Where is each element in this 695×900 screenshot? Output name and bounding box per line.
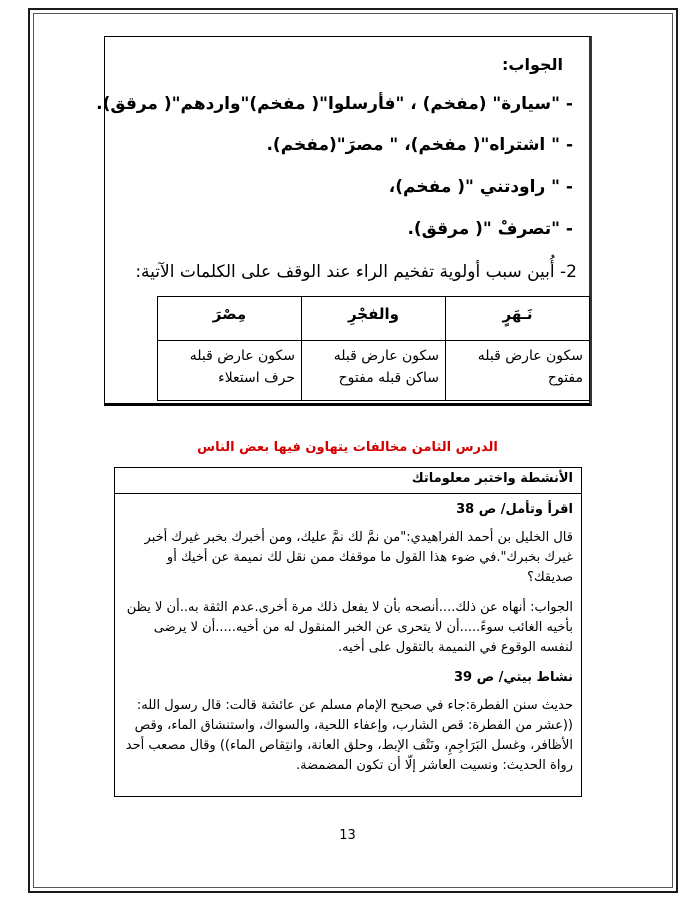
table-header-cell: نَـهَرٍ [446, 297, 590, 341]
answer-title: الجواب: [501, 55, 563, 74]
table-header-cell: مِصْرَ [158, 297, 302, 341]
answer-line-4: - "تصرفْ "( مرقق). [407, 219, 573, 239]
cell-line: مفتوح [547, 370, 583, 386]
lesson-title: الدرس الثامن مخالفات يتهاون فيها بعض الناس [197, 440, 498, 455]
read-answer: الجواب: أنهاه عن ذلك....أنصحه بأن لا يفعل ذلك مرة أخرى.عدم الثقة به..أن لا يظن بأخيه الغائب سوءً.....أن لا يتحرى عن الخبر المنقول له من أخيه.....أن لا يرضى لنفسه الوقوع في النميمة بالتقول على أخيه. [126, 600, 573, 655]
page-number: 13 [339, 828, 356, 843]
home-paragraph: حديث سنن الفطرة:جاء في صحيح الإمام مسلم عن عائشة قالت: قال رسول الله: ((عشر من الفطرة: قص الشارب، وإعفاء اللحية، والسواك، واستنشاق الماء، وقص الأظافر، وغسل البَرَاجِمِ، ونَتْف الإبط، وحلق العانة، وانتِقاص الماء)) وقال مصعب أحد رواة الحديث: ونسيت العاشر إلّا أن تكون المضمضة. [125, 698, 573, 773]
table-header-cell: والفجْرِ [302, 297, 446, 341]
answer-line-1: - "سيارة" (مفخم) ، "فأرسلوا"( مفخم)"واردهم"( مرقق). [96, 94, 573, 114]
reasons-table [157, 296, 590, 401]
activities-header: الأنشطة واختبر معلوماتك [115, 468, 581, 494]
cell-line: ساكن قبله مفتوح [338, 370, 439, 386]
cell-line: سكون عارض قبله [477, 348, 583, 364]
question-2: 2- أُبين سبب أولوية تفخيم الراء عند الوقف على الكلمات الآتية: [135, 262, 577, 282]
read-paragraph: قال الخليل بن أحمد الفراهيدي:"من نمَّ لك نمَّ عليك، ومن أخبرك بخبر غيرك أخبر غيرك بخبرك".في ضوء هذا القول ما موقفك ممن نقل لك نميمة عن أخيك أو صديقك؟ [144, 530, 573, 585]
cell-line: حرف استعلاء [218, 370, 295, 386]
activities-box [114, 467, 582, 797]
home-activity-title: نشاط بيتي/ ص 39 [453, 670, 573, 685]
table-cell [302, 341, 446, 401]
table-cell [158, 341, 302, 401]
cell-line: سكون عارض قبله [333, 348, 439, 364]
answer-line-3: - " راودتني "( مفخم)، [388, 177, 573, 197]
table-row [158, 341, 590, 401]
read-reflect-title: اقرأ وتأمل/ ص 38 [456, 502, 573, 517]
cell-line: سكون عارض قبله [189, 348, 295, 364]
activities-content [115, 494, 581, 776]
table-cell [446, 341, 590, 401]
table-header-row [158, 297, 590, 341]
answer-line-2: - " اشتراه"( مفخم)، " مصرَ"(مفخم). [266, 135, 573, 155]
